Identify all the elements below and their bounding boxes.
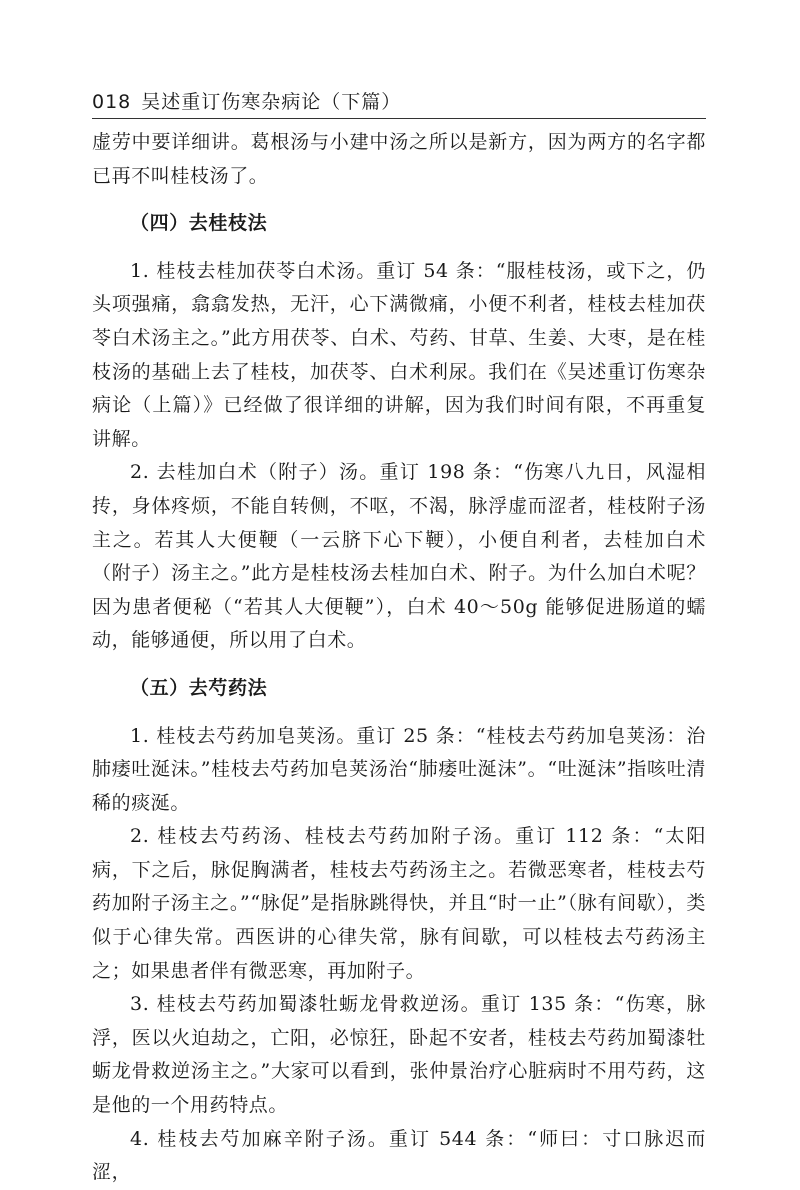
paragraph: 1. 桂枝去芍药加皂荚汤。重订 25 条：“桂枝去芍药加皂荚汤：治肺痿吐涎沫。”桂枝去芍药加皂荚汤治“肺痿吐涎沫”。“吐涎沫”指咳吐清稀的痰涎。 bbox=[92, 724, 706, 814]
running-header bbox=[92, 86, 706, 119]
page-number: 018 bbox=[92, 91, 132, 113]
page-body bbox=[92, 126, 706, 1190]
paragraph: 1. 桂枝去桂加茯苓白术汤。重订 54 条：“服桂枝汤，或下之，仍头项强痛，翕翕发热，无汗，心下满微痛，小便不利者，桂枝去桂加茯苓白术汤主之。”此方用茯苓、白术、芍药、甘草、生姜、大枣，是在桂枝汤的基础上去了桂枝，加茯苓、白术利尿。我们在《吴述重订伤寒杂病论（上篇）》已经做了很详细的讲解，因为我们时间有限，不再重复讲解。 bbox=[92, 259, 706, 450]
section-heading-5: （五）去芍药法 bbox=[130, 676, 268, 699]
paragraph: 4. 桂枝去芍加麻辛附子汤。重订 544 条：“师曰：寸口脉迟而涩， bbox=[92, 1127, 706, 1184]
book-title: 吴述重订伤寒杂病论（下篇） bbox=[141, 91, 402, 113]
section-heading-4: （四）去桂枝法 bbox=[130, 212, 268, 235]
paragraph: 2. 桂枝去芍药汤、桂枝去芍药加附子汤。重订 112 条：“太阳病，下之后，脉促胸满者，桂枝去芍药汤主之。若微恶寒者，桂枝去芍药加附子汤主之。”“脉促”是指脉跳得快，并且“时一止”（脉有间歇），类似于心律失常。西医讲的心律失常，脉有间歇，可以桂枝去芍药汤主之；如果患者伴有微恶寒，再加附子。 bbox=[92, 825, 706, 982]
paragraph: 3. 桂枝去芍药加蜀漆牡蛎龙骨救逆汤。重订 135 条：“伤寒，脉浮，医以火迫劫之，亡阳，必惊狂，卧起不安者，桂枝去芍药加蜀漆牡蛎龙骨救逆汤主之。”大家可以看到，张仲景治疗心脏病时不用芍药，这是他的一个用药特点。 bbox=[92, 993, 706, 1117]
paragraph-continuation: 虚劳中要详细讲。葛根汤与小建中汤之所以是新方，因为两方的名字都已再不叫桂枝汤了。 bbox=[92, 131, 706, 187]
paragraph: 2. 去桂加白术（附子）汤。重订 198 条：“伤寒八九日，风湿相抟，身体疼烦，不能自转侧，不呕，不渴，脉浮虚而涩者，桂枝附子汤主之。若其人大便鞕（一云脐下心下鞕），小便自利者，去桂加白术（附子）汤主之。”此方是桂枝汤去桂加白术、附子。为什么加白术呢？因为患者便秘（“若其人大便鞕”），白术 40～50g 能够促进肠道的蠕动，能够通便，所以用了白术。 bbox=[92, 461, 706, 652]
